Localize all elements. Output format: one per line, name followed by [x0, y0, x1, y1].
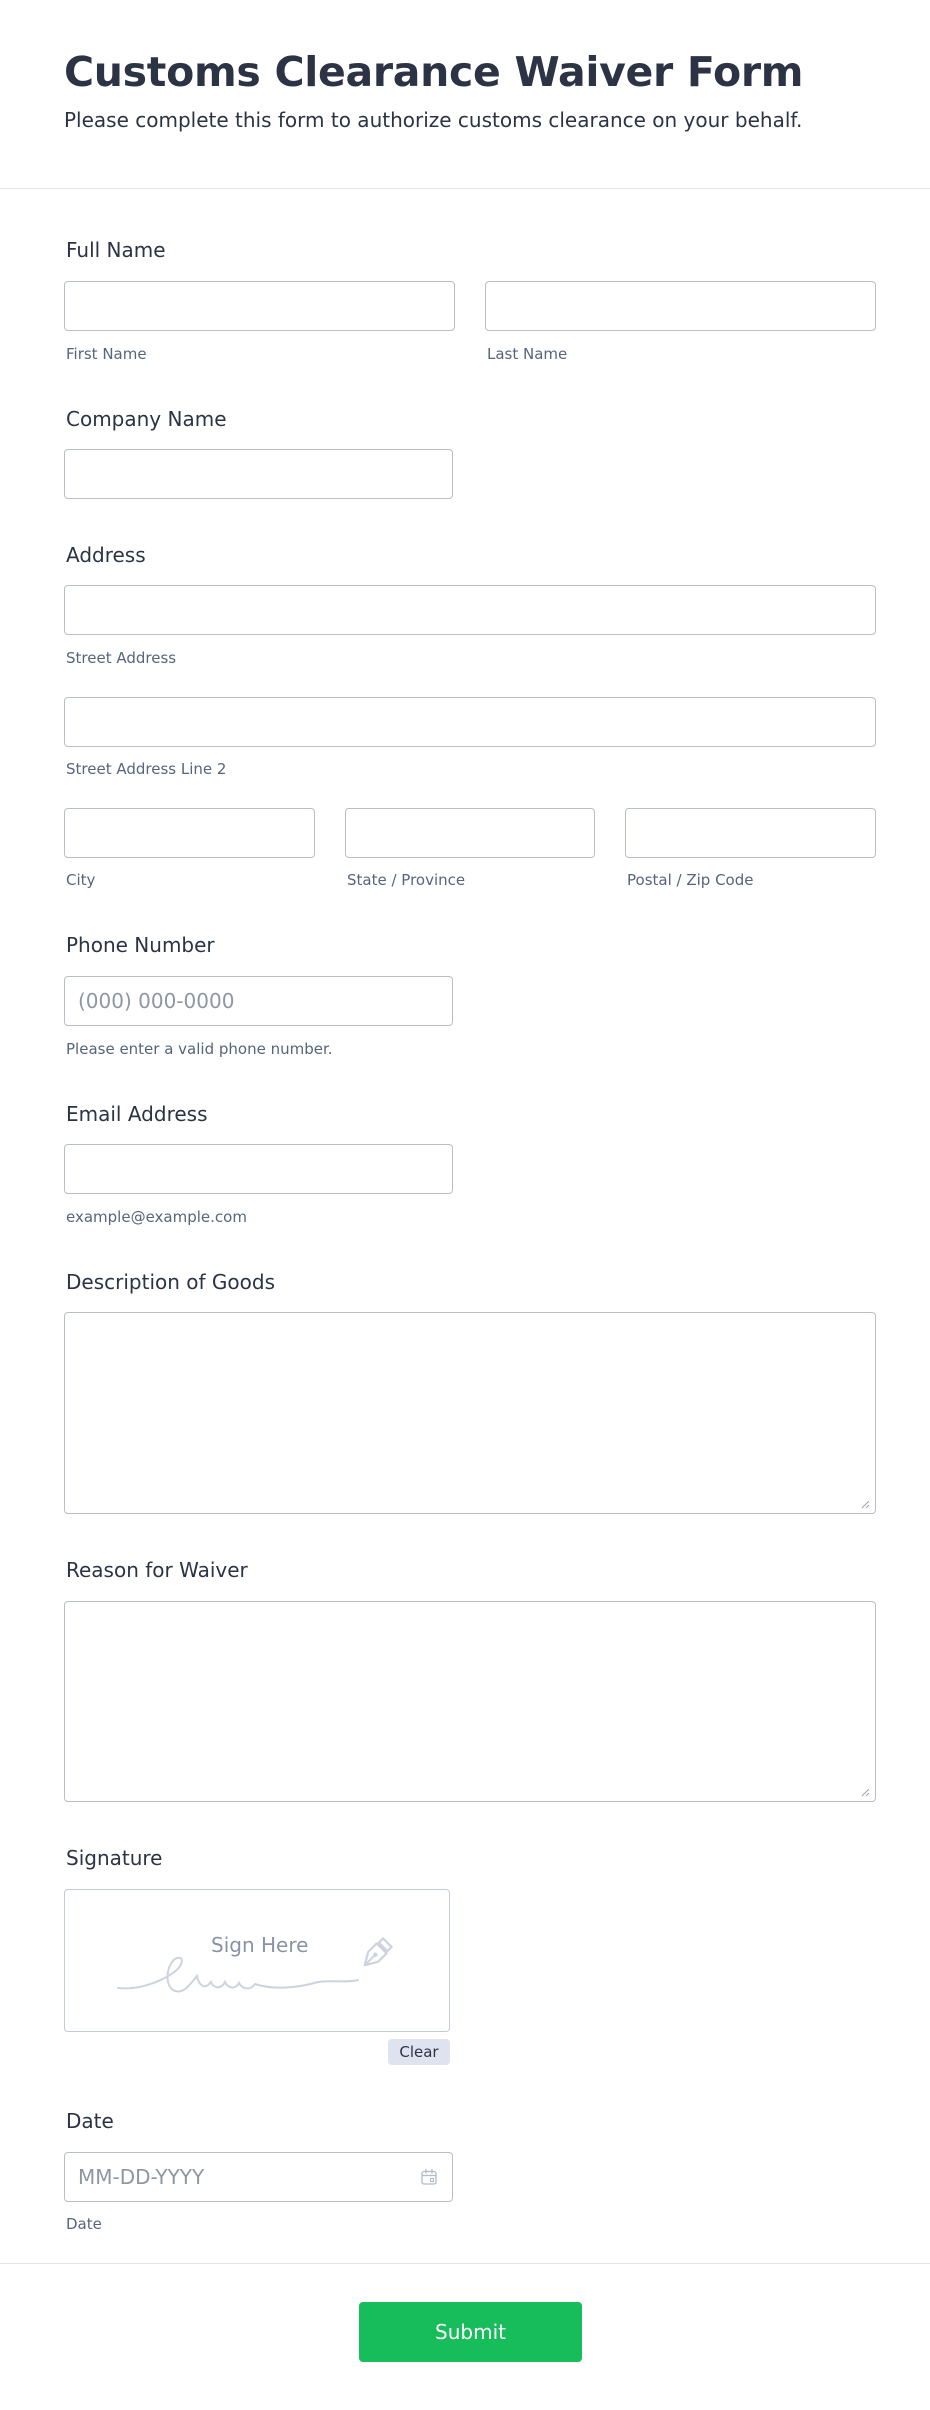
last-name-input[interactable]: [485, 281, 876, 331]
full-name-label: Full Name: [66, 238, 166, 262]
header-divider: [0, 188, 930, 189]
date-sublabel: Date: [66, 2215, 102, 2233]
first-name-sublabel: First Name: [66, 345, 147, 363]
phone-number-label: Phone Number: [66, 933, 215, 957]
description-of-goods-label: Description of Goods: [66, 1270, 275, 1294]
footer-divider: [0, 2263, 930, 2264]
page-subtitle: Please complete this form to authorize customs clearance on your behalf.: [64, 108, 803, 132]
phone-number-sublabel: Please enter a valid phone number.: [66, 1040, 333, 1058]
pen-nib-icon: [354, 1932, 398, 1976]
street-address-input[interactable]: [64, 585, 876, 635]
postal-zip-input[interactable]: [625, 808, 876, 858]
resize-grip-icon[interactable]: [860, 1787, 870, 1797]
last-name-sublabel: Last Name: [487, 345, 568, 363]
description-of-goods-textarea[interactable]: [64, 1312, 876, 1514]
city-sublabel: City: [66, 871, 96, 889]
reason-for-waiver-textarea[interactable]: [64, 1601, 876, 1802]
first-name-input[interactable]: [64, 281, 455, 331]
reason-for-waiver-label: Reason for Waiver: [66, 1558, 248, 1582]
address-label: Address: [66, 543, 146, 567]
postal-zip-sublabel: Postal / Zip Code: [627, 871, 754, 889]
email-address-input[interactable]: [64, 1144, 453, 1194]
signature-pad[interactable]: [64, 1889, 450, 2032]
street-address-line2-input[interactable]: [64, 697, 876, 747]
state-province-sublabel: State / Province: [347, 871, 466, 889]
calendar-icon[interactable]: [420, 2168, 438, 2186]
street-address-sublabel: Street Address: [66, 649, 177, 667]
date-input[interactable]: [64, 2152, 453, 2202]
company-name-label: Company Name: [66, 407, 227, 431]
city-input[interactable]: [64, 808, 315, 858]
submit-button[interactable]: Submit: [359, 2302, 582, 2362]
signature-label: Signature: [66, 1846, 163, 1870]
street-address-line2-sublabel: Street Address Line 2: [66, 760, 227, 778]
email-address-label: Email Address: [66, 1102, 208, 1126]
date-label: Date: [66, 2109, 114, 2133]
resize-grip-icon[interactable]: [860, 1499, 870, 1509]
company-name-input[interactable]: [64, 449, 453, 499]
phone-number-input[interactable]: [64, 976, 453, 1026]
sign-here-prompt: Sign Here: [211, 1933, 309, 1957]
email-address-sublabel: example@example.com: [66, 1208, 247, 1226]
page-title: Customs Clearance Waiver Form: [64, 48, 804, 96]
state-province-input[interactable]: [345, 808, 595, 858]
clear-signature-button[interactable]: Clear: [388, 2039, 450, 2065]
